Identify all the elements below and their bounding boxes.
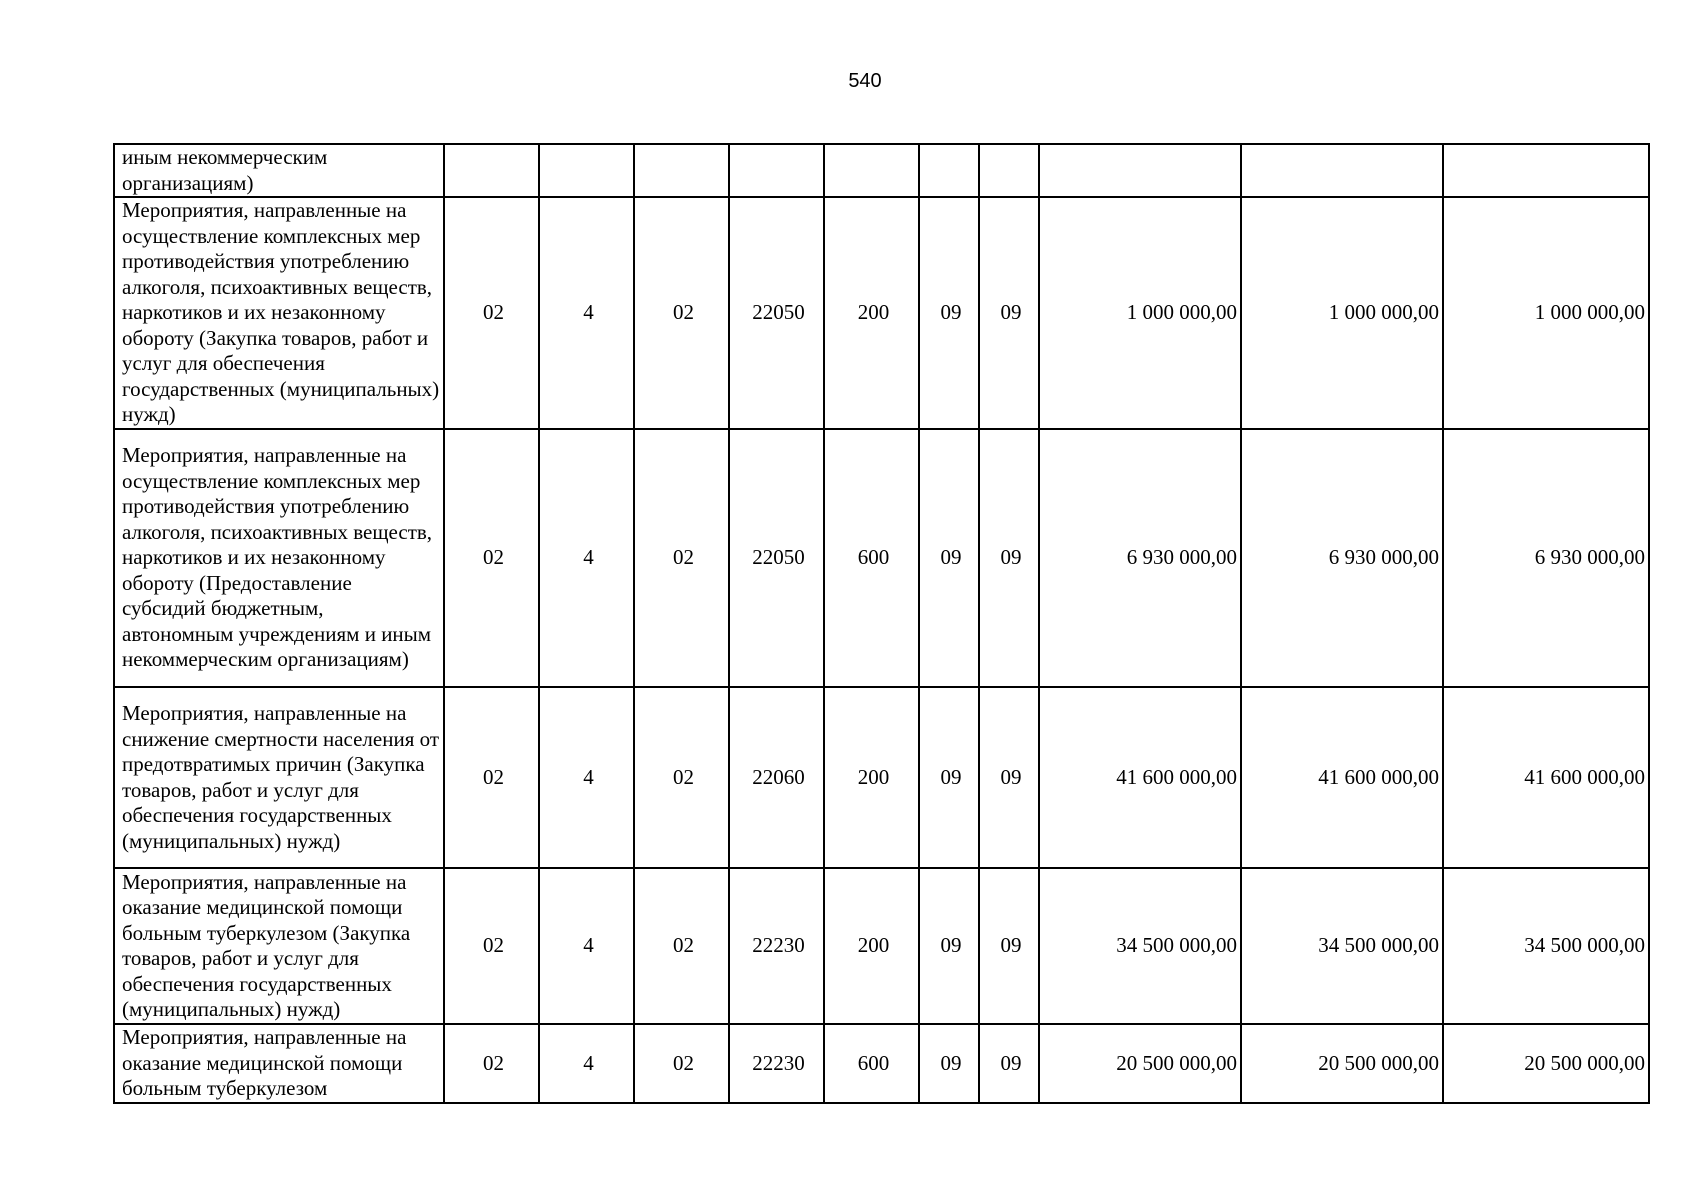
section-code: 09 [919,868,979,1024]
direction-code: 22050 [729,429,824,687]
amount-year-1: 34 500 000,00 [1039,868,1241,1024]
program-code: 02 [444,429,539,687]
direction-code: 22230 [729,1024,824,1103]
amount-year-3 [1443,144,1649,197]
amount-year-2: 34 500 000,00 [1241,868,1443,1024]
expense-type-code: 200 [824,868,919,1024]
subprogram-code: 4 [539,429,634,687]
expense-type-code: 200 [824,687,919,868]
table-row [114,1024,1649,1103]
section-code: 09 [919,429,979,687]
amount-year-3: 6 930 000,00 [1443,429,1649,687]
amount-year-3: 41 600 000,00 [1443,687,1649,868]
event-code: 02 [634,1024,729,1103]
section-code [919,144,979,197]
subsection-code: 09 [979,868,1039,1024]
row-name: Мероприятия, направленные на осуществление комплексных мер противодействия употреблению алкоголя, психоактивных веществ, наркотиков и их незаконному обороту (Предоставление субсидий бюджетным, автономным учреждениям и иным некоммерческим организациям) [114,429,444,687]
amount-year-1: 20 500 000,00 [1039,1024,1241,1103]
subprogram-code: 4 [539,687,634,868]
amount-year-2: 6 930 000,00 [1241,429,1443,687]
amount-year-2: 41 600 000,00 [1241,687,1443,868]
table-row [114,868,1649,1024]
amount-year-1: 1 000 000,00 [1039,197,1241,429]
expense-type-code: 200 [824,197,919,429]
subsection-code: 09 [979,687,1039,868]
program-code: 02 [444,868,539,1024]
amount-year-3: 34 500 000,00 [1443,868,1649,1024]
direction-code [729,144,824,197]
page-number: 540 [848,70,882,92]
program-code [444,144,539,197]
section-code: 09 [919,1024,979,1103]
amount-year-2: 20 500 000,00 [1241,1024,1443,1103]
program-code: 02 [444,1024,539,1103]
subprogram-code [539,144,634,197]
section-code: 09 [919,687,979,868]
table-row [114,144,1649,197]
subprogram-code: 4 [539,1024,634,1103]
table-row [114,429,1649,687]
amount-year-3: 20 500 000,00 [1443,1024,1649,1103]
event-code: 02 [634,429,729,687]
direction-code: 22060 [729,687,824,868]
amount-year-1: 41 600 000,00 [1039,687,1241,868]
subprogram-code: 4 [539,197,634,429]
expense-type-code: 600 [824,429,919,687]
subsection-code: 09 [979,197,1039,429]
subsection-code: 09 [979,429,1039,687]
row-name: Мероприятия, направленные на снижение смертности населения от предотвратимых причин (Закупка товаров, работ и услуг для обеспечения государственных (муниципальных) нужд) [114,687,444,868]
row-name: Мероприятия, направленные на оказание медицинской помощи больным туберкулезом (Закупка товаров, работ и услуг для обеспечения государственных (муниципальных) нужд) [114,868,444,1024]
amount-year-2 [1241,144,1443,197]
amount-year-2: 1 000 000,00 [1241,197,1443,429]
row-name: иным некоммерческим организациям) [114,144,444,197]
subsection-code [979,144,1039,197]
amount-year-3: 1 000 000,00 [1443,197,1649,429]
budget-table [113,143,1650,1104]
program-code: 02 [444,197,539,429]
direction-code: 22050 [729,197,824,429]
expense-type-code: 600 [824,1024,919,1103]
row-name: Мероприятия, направленные на осуществление комплексных мер противодействия употреблению алкоголя, психоактивных веществ, наркотиков и их незаконному обороту (Закупка товаров, работ и услуг для обеспечения государственных (муниципальных) нужд) [114,197,444,429]
event-code [634,144,729,197]
event-code: 02 [634,868,729,1024]
event-code: 02 [634,687,729,868]
section-code: 09 [919,197,979,429]
subsection-code: 09 [979,1024,1039,1103]
program-code: 02 [444,687,539,868]
table-row [114,197,1649,429]
expense-type-code [824,144,919,197]
event-code: 02 [634,197,729,429]
amount-year-1: 6 930 000,00 [1039,429,1241,687]
amount-year-1 [1039,144,1241,197]
table-row [114,687,1649,868]
direction-code: 22230 [729,868,824,1024]
subprogram-code: 4 [539,868,634,1024]
row-name: Мероприятия, направленные на оказание медицинской помощи больным туберкулезом [114,1024,444,1103]
